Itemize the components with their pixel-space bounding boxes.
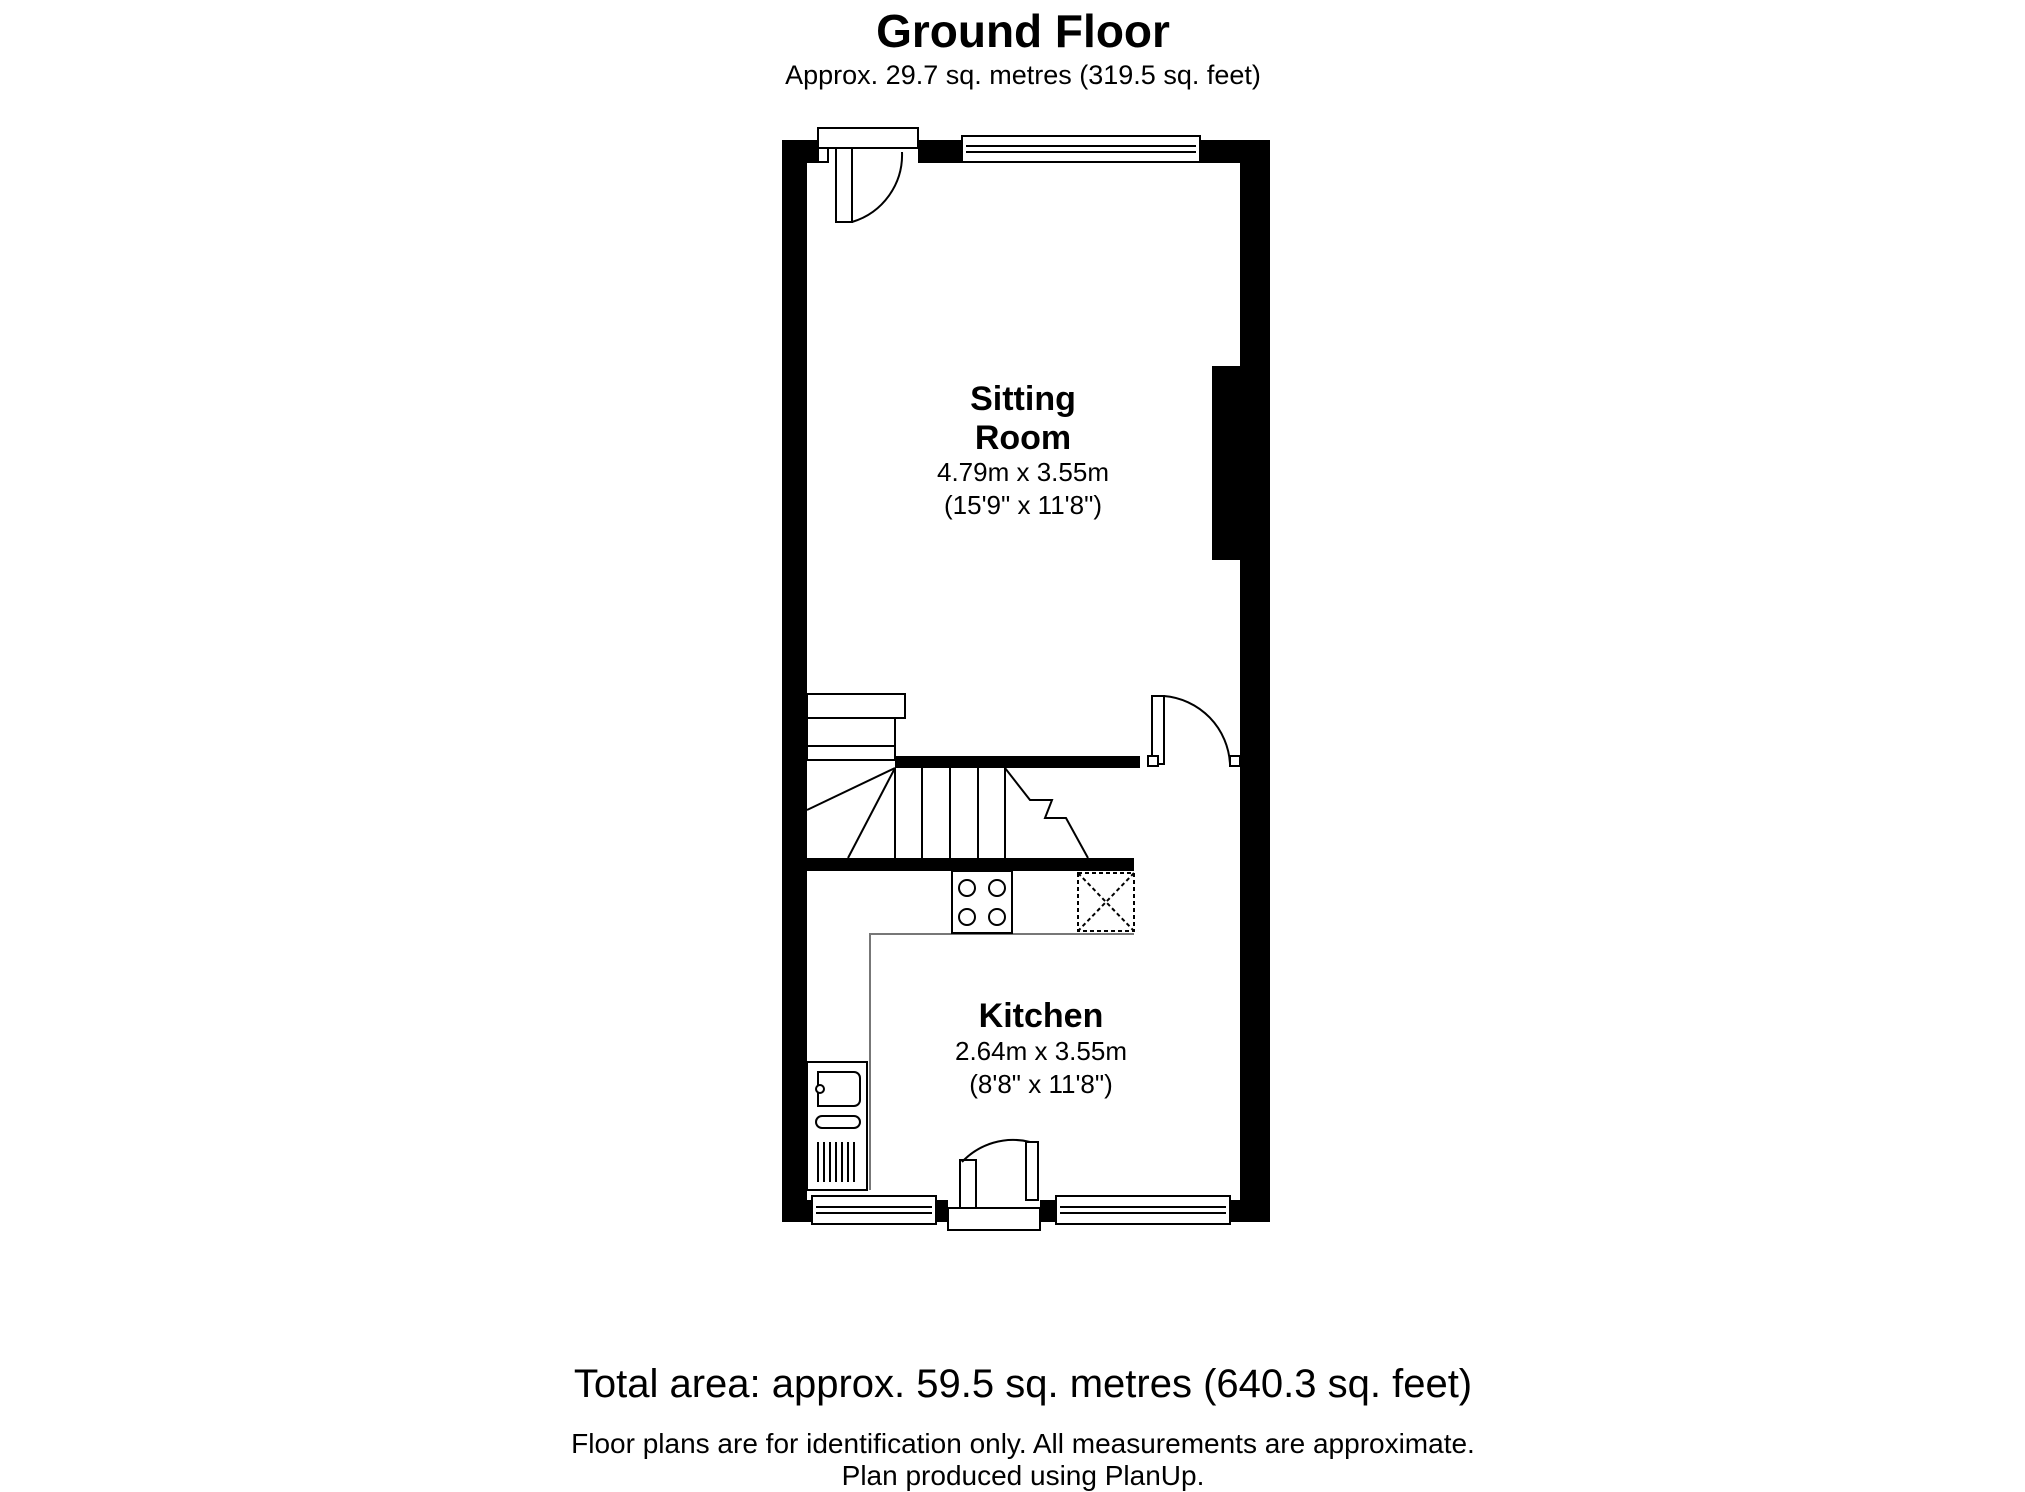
total-area: Total area: approx. 59.5 sq. metres (640.3 sq. feet) (573, 1362, 1473, 1406)
bottom-wall-left (782, 1200, 812, 1222)
top-wall-mid (918, 140, 962, 163)
disclaimer: Floor plans are for identification only. All measurements are approximate. (571, 1428, 1475, 1459)
sitting-room-metric: 4.79m x 3.55m (937, 457, 1109, 487)
sitting-room-name-line2: Room (974, 419, 1072, 457)
right-wall (1240, 140, 1270, 1222)
kitchen-imperial: (8'8" x 11'8") (969, 1069, 1113, 1099)
sitting-room-name-line1: Sitting (970, 380, 1076, 418)
floor-title: Ground Floor (876, 5, 1170, 57)
chimney-breast (1212, 366, 1242, 560)
sitting-kitchen-door (1148, 696, 1240, 766)
kitchen-label (955, 997, 1127, 1099)
top-wall-left (782, 140, 818, 163)
bottom-window-right (1056, 1196, 1230, 1224)
back-door (948, 1140, 1040, 1230)
bottom-wall-mid2 (1040, 1200, 1056, 1222)
stair-wall-top (895, 756, 1140, 768)
interior-walls (807, 756, 1140, 871)
hob-icon (952, 871, 1012, 933)
credit: Plan produced using PlanUp. (841, 1460, 1205, 1491)
front-door (818, 128, 918, 222)
bottom-window-left (812, 1196, 936, 1224)
top-wall-right (1200, 140, 1270, 163)
floor-area: Approx. 29.7 sq. metres (319.5 sq. feet) (785, 60, 1261, 90)
bottom-wall-right (1230, 1200, 1270, 1222)
sink-icon (807, 1062, 867, 1190)
appliance-space-icon (1078, 873, 1134, 931)
sitting-room-imperial: (15'9" x 11'8") (944, 490, 1102, 520)
sitting-room-label (937, 380, 1109, 520)
kitchen-wall (807, 858, 1134, 871)
staircase (807, 694, 1088, 858)
top-window (962, 136, 1200, 162)
kitchen-name: Kitchen (978, 997, 1104, 1035)
kitchen-metric: 2.64m x 3.55m (955, 1036, 1127, 1066)
left-wall (782, 140, 807, 1222)
bottom-wall-mid1 (936, 1200, 948, 1222)
